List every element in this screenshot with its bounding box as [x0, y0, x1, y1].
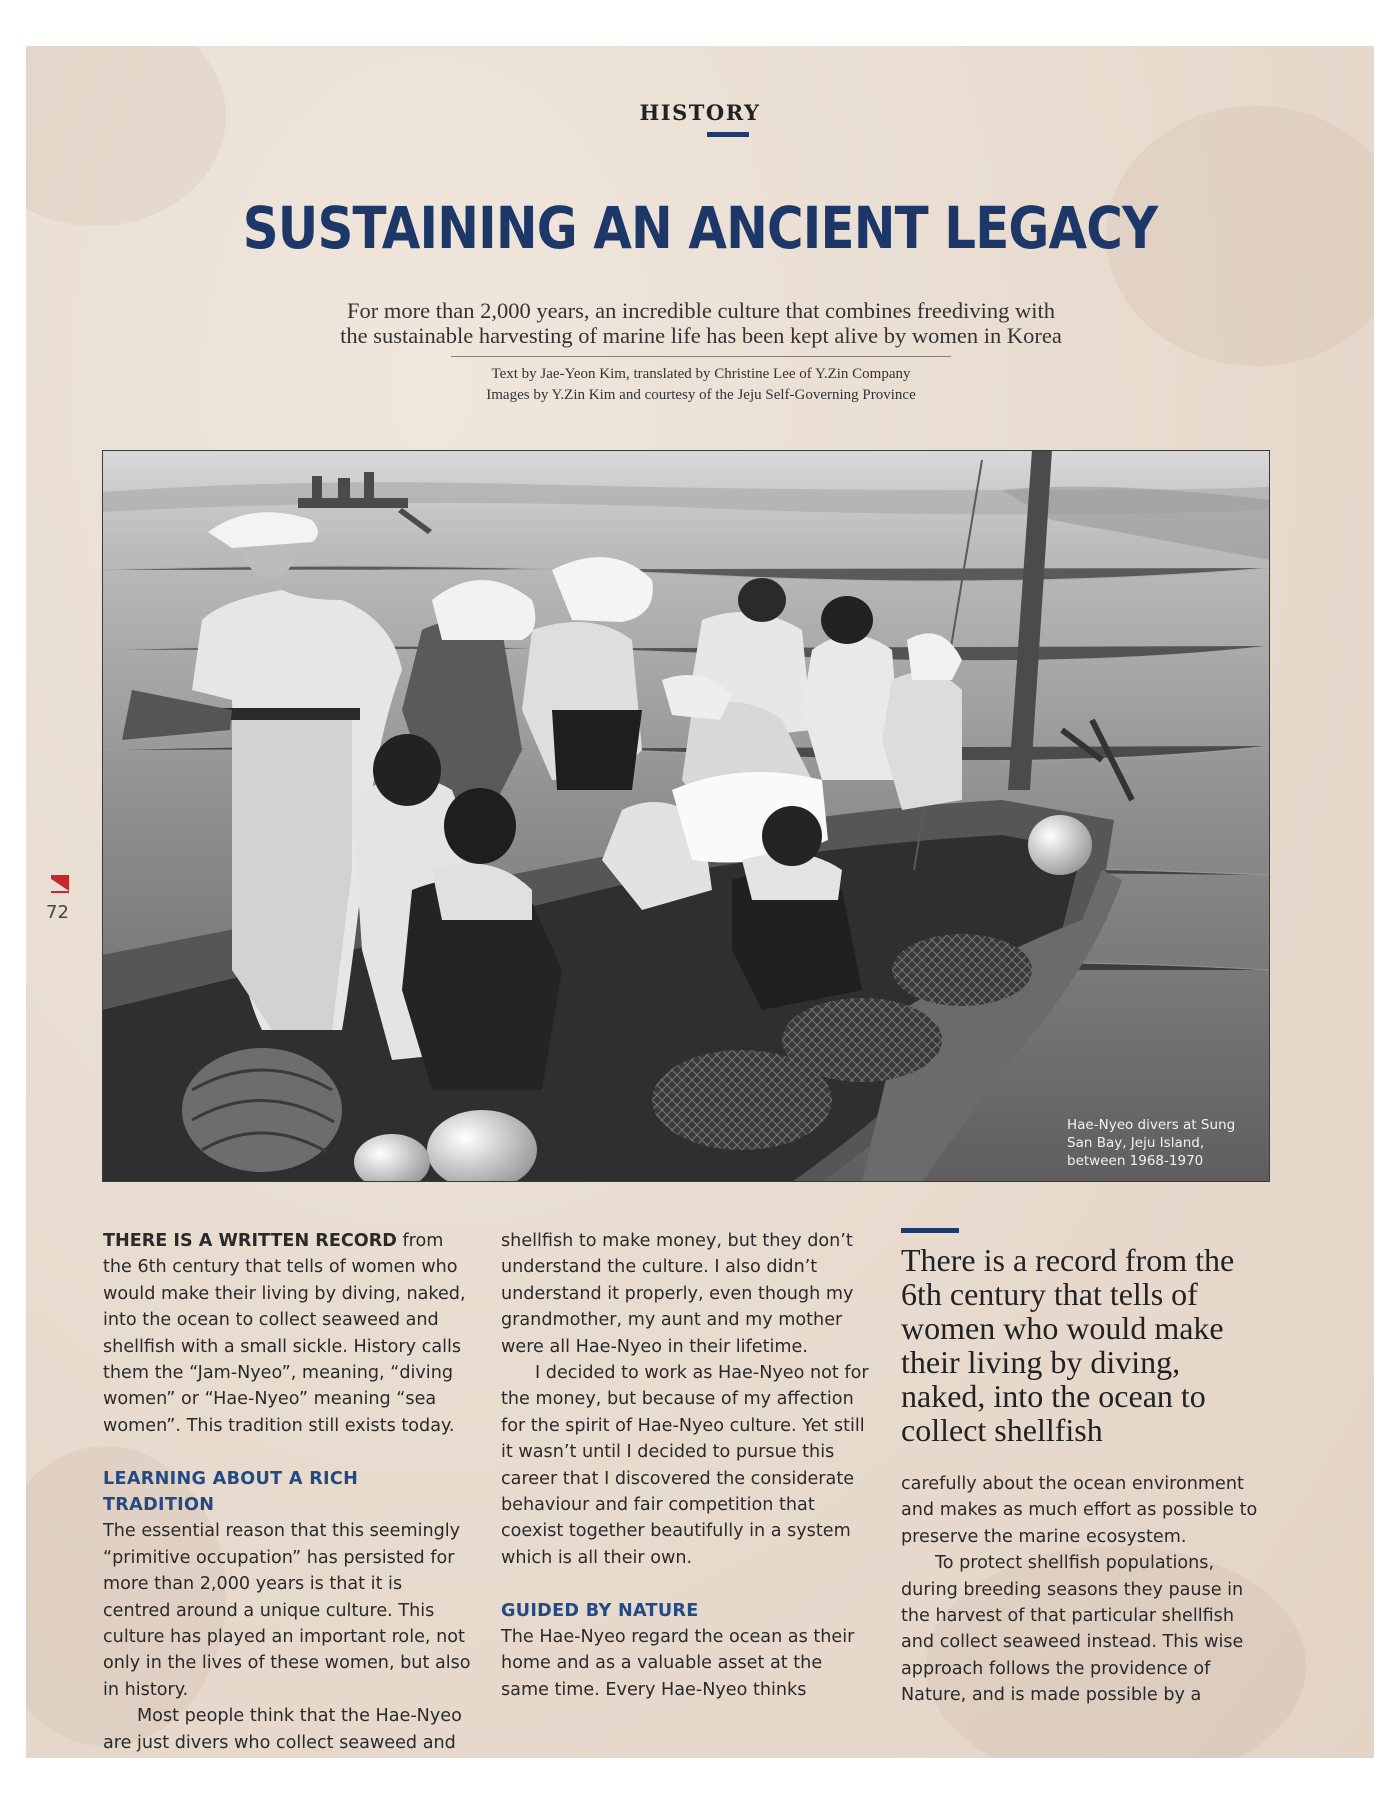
body-paragraph: To protect shellfish populations, during breeding seasons they pause in the harvest of that particular shellfish and collect seaweed instead. This wise approach follows the providence of Nature, and is made possible by a [901, 1553, 1244, 1706]
subtitle-line: the sustainable harvesting of marine life has been kept alive by women in Korea [340, 323, 1062, 348]
text-column-3 [901, 1228, 1269, 1709]
text-column-2 [501, 1228, 869, 1703]
body-paragraph: Most people think that the Hae-Nyeo are just divers who collect seaweed and [103, 1706, 462, 1753]
caption-line: between 1968-1970 [1067, 1153, 1204, 1169]
body-paragraph-continued: shellfish to make money, but they don’t understand the culture. I also didn’t understand it properly, even though my grandmother, my aunt and my mother were all Hae-Nyeo in their lifetime. [501, 1231, 854, 1357]
magazine-page [26, 46, 1374, 1758]
hero-photo [102, 450, 1270, 1182]
divers-boat-photo [102, 450, 1270, 1182]
caption-line: San Bay, Jeju Island, [1067, 1135, 1205, 1151]
section-label: HISTORY [639, 100, 761, 125]
text-credit: Text by Jae-Yeon Kim, translated by Christine Lee of Y.Zin Company [491, 366, 911, 382]
article-credits [326, 364, 1076, 406]
body-paragraph-continued: carefully about the ocean environment and makes as much effort as possible to preserve the marine ecosystem. [901, 1474, 1258, 1547]
section-heading: GUIDED BY NATURE [501, 1600, 699, 1621]
intro-paragraph: THERE IS A WRITTEN RECORD from the 6th century that tells of women who would make their living by diving, naked, into the ocean to collect seaweed and shellfish with a small sickle. History calls them the “Jam-Nyeo”, meaning, “diving women” or “Hae-Nyeo” meaning “sea women”. This tradition still exists today. [103, 1231, 466, 1436]
body-paragraph: The essential reason that this seemingly “primitive occupation” has persisted for more than 2,000 years is that it is centred around a unique culture. This culture has played an important role, not only in the lives of these women, but also in history. [103, 1521, 471, 1700]
subtitle-line: For more than 2,000 years, an incredible culture that combines freediving with [347, 298, 1055, 323]
photo-caption [1067, 1116, 1247, 1170]
section-rule [707, 132, 749, 137]
text-column-1 [103, 1228, 471, 1756]
pull-quote: There is a record from the 6th century that tells of women who would make their living by diving, naked, into the ocean to collect shellfish [901, 1242, 1235, 1448]
body-paragraph: The Hae-Nyeo regard the ocean as their home and as a valuable asset at the same time. Every Hae-Nyeo thinks [501, 1627, 855, 1700]
body-paragraph: I decided to work as Hae-Nyeo not for the money, but because of my affection for the spirit of Hae-Nyeo culture. Yet still it wasn’t until I decided to pursue this career that I discovered the considerate behaviour and fair competition that coexist together beautifully in a system which is all their own. [501, 1363, 869, 1568]
image-credit: Images by Y.Zin Kim and courtesy of the Jeju Self-Governing Province [486, 387, 916, 403]
caption-line: Hae-Nyeo divers at Sung [1067, 1117, 1236, 1133]
lead-in: THERE IS A WRITTEN RECORD [103, 1231, 397, 1251]
section-heading: LEARNING ABOUT A RICH TRADITION [103, 1468, 359, 1516]
credit-divider [451, 356, 951, 357]
flag-marker-icon [51, 875, 69, 893]
article-title: SUSTAINING AN ANCIENT LEGACY [242, 194, 1158, 262]
page-number: 72 [46, 902, 69, 923]
article-subtitle [226, 298, 1176, 348]
pull-quote-rule [901, 1228, 959, 1233]
